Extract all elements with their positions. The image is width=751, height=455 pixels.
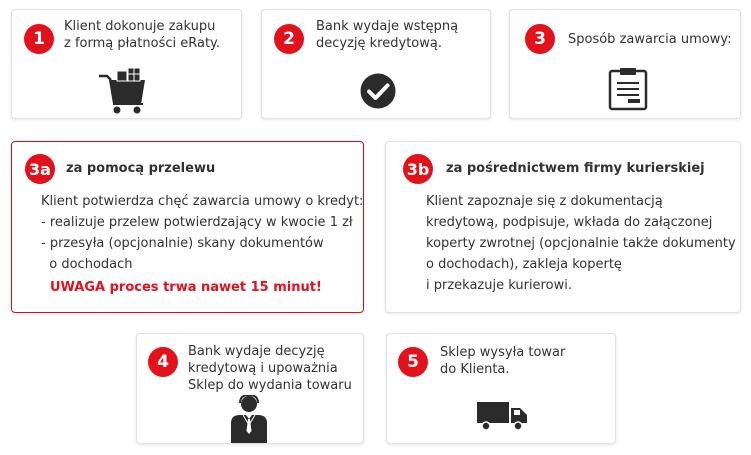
option-3a-title: za pomocą przelewu bbox=[66, 161, 216, 176]
step-4-card bbox=[136, 333, 364, 444]
option-3a-badge: 3a bbox=[25, 154, 55, 184]
step-2-badge: 2 bbox=[274, 24, 304, 54]
step-1-card bbox=[11, 9, 242, 119]
step-1-text: Klient dokonuje zakupu z formą płatności eRaty. bbox=[64, 19, 221, 51]
step-1-badge: 1 bbox=[24, 24, 54, 54]
step-4-badge: 4 bbox=[148, 347, 178, 377]
step-5-text: Sklep wysyła towar do Klienta. bbox=[440, 345, 566, 377]
step-3-text: Sposób zawarcia umowy: bbox=[568, 32, 732, 47]
step-2-text: Bank wydaje wstępną decyzję kredytową. bbox=[316, 19, 459, 51]
delivery-truck-icon bbox=[477, 400, 527, 432]
step-5-card bbox=[386, 333, 616, 444]
shopping-cart-icon bbox=[97, 68, 149, 116]
option-3b-description: Klient zapoznaje się z dokumentacją kredytową, podpisuje, wkłada do załączonej koperty zwrotnej (opcjonalnie także dokumenty o dochodach), zakleja kopertę i przekazuje kurierowi. bbox=[426, 194, 736, 293]
option-3b-title: za pośrednictwem firmy kurierskiej bbox=[446, 161, 705, 176]
checkmark-icon bbox=[360, 73, 396, 109]
step-4-text: Bank wydaje decyzję kredytową i upoważnia Sklep do wydania towaru bbox=[188, 344, 352, 393]
consultant-icon bbox=[231, 395, 267, 443]
step-3-card bbox=[509, 9, 741, 119]
step-5-badge: 5 bbox=[398, 347, 428, 377]
step-2-card bbox=[261, 9, 491, 119]
option-3b-card bbox=[385, 141, 741, 313]
clipboard-icon bbox=[608, 67, 648, 111]
option-3b-badge: 3b bbox=[403, 154, 433, 184]
step-3-badge: 3 bbox=[525, 24, 555, 54]
option-3a-description: Klient potwierdza chęć zawarcia umowy o kredyt: - realizuje przelew potwierdzający w kwocie 1 zł - przesyła (opcjonalnie) skany dokumentów o dochodach bbox=[41, 194, 364, 272]
option-3a-warning: UWAGA proces trwa nawet 15 minut! bbox=[50, 280, 322, 295]
option-3a-card bbox=[11, 141, 364, 313]
